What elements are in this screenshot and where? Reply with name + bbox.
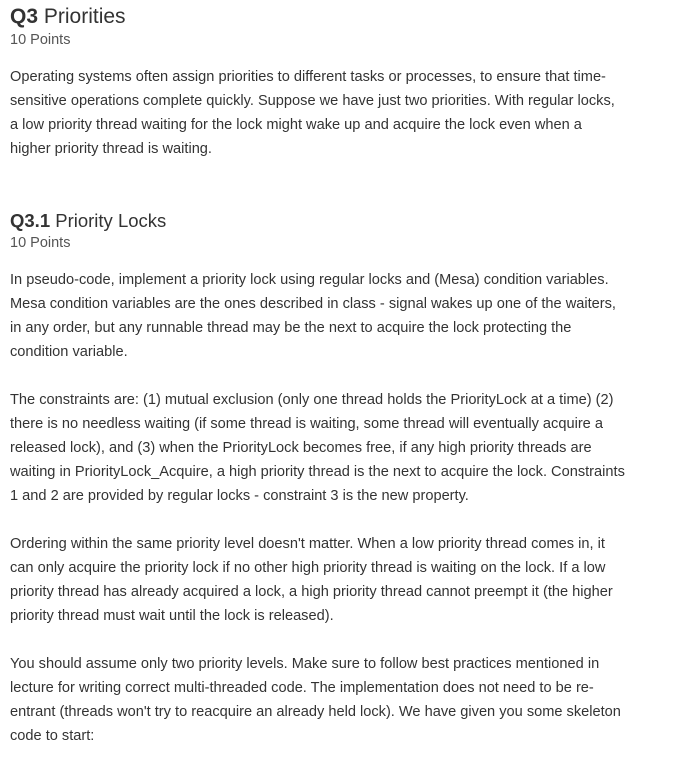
- question-header: [10, 5, 126, 50]
- paragraph-priority-levels: You should assume only two priority levels. Make sure to follow best practices mentioned in lecture for writing correct multi-threaded code. The implementation does not need to be re- entrant (threads won't try to reacquire an already held lock). We have given you some skeleton code to start:: [10, 656, 621, 744]
- subquestion-title: [10, 210, 166, 232]
- subquestion-number: Q3.1: [10, 210, 51, 231]
- paragraph-ordering: Ordering within the same priority level doesn't matter. When a low priority thread comes in, it can only acquire the priority lock if no other high priority thread is waiting on the lock. If a low priority thread has already acquired a lock, a high priority thread cannot preempt it (the higher priority thread must wait until the lock is released).: [10, 536, 613, 624]
- question-title-text: Priorities: [43, 5, 126, 28]
- question-points: 10 Points: [10, 32, 71, 48]
- question-description: Operating systems often assign priorities to different tasks or processes, to ensure that time- sensitive operations complete quickly. Suppose we have just two priorities. With regular locks, a low priority thread waiting for the lock might wake up and acquire the lock even when a higher priority thread is waiting.: [10, 69, 615, 157]
- subquestion-header: [10, 210, 166, 253]
- paragraph-pseudocode: In pseudo-code, implement a priority lock using regular locks and (Mesa) condition variables. Mesa condition variables are the ones described in class - signal wakes up one of the waiters, in any order, but any runnable thread may be the next to acquire the lock protecting the condition variable.: [10, 272, 616, 360]
- paragraph-constraints: The constraints are: (1) mutual exclusion (only one thread holds the PriorityLock at a time) (2) there is no needless waiting (if some thread is waiting, some thread will eventually acquire a released lock), and (3) when the PriorityLock becomes free, if any high priority threads are waiting in PriorityLock_Acquire, a high priority thread is the next to acquire the lock. Constraints 1 and 2 are provided by regular locks - constraint 3 is the new property.: [10, 392, 625, 504]
- question-number: Q3: [10, 5, 39, 28]
- subquestion-title-text: Priority Locks: [55, 210, 167, 231]
- subquestion-points: 10 Points: [10, 235, 71, 251]
- question-title: [10, 5, 126, 29]
